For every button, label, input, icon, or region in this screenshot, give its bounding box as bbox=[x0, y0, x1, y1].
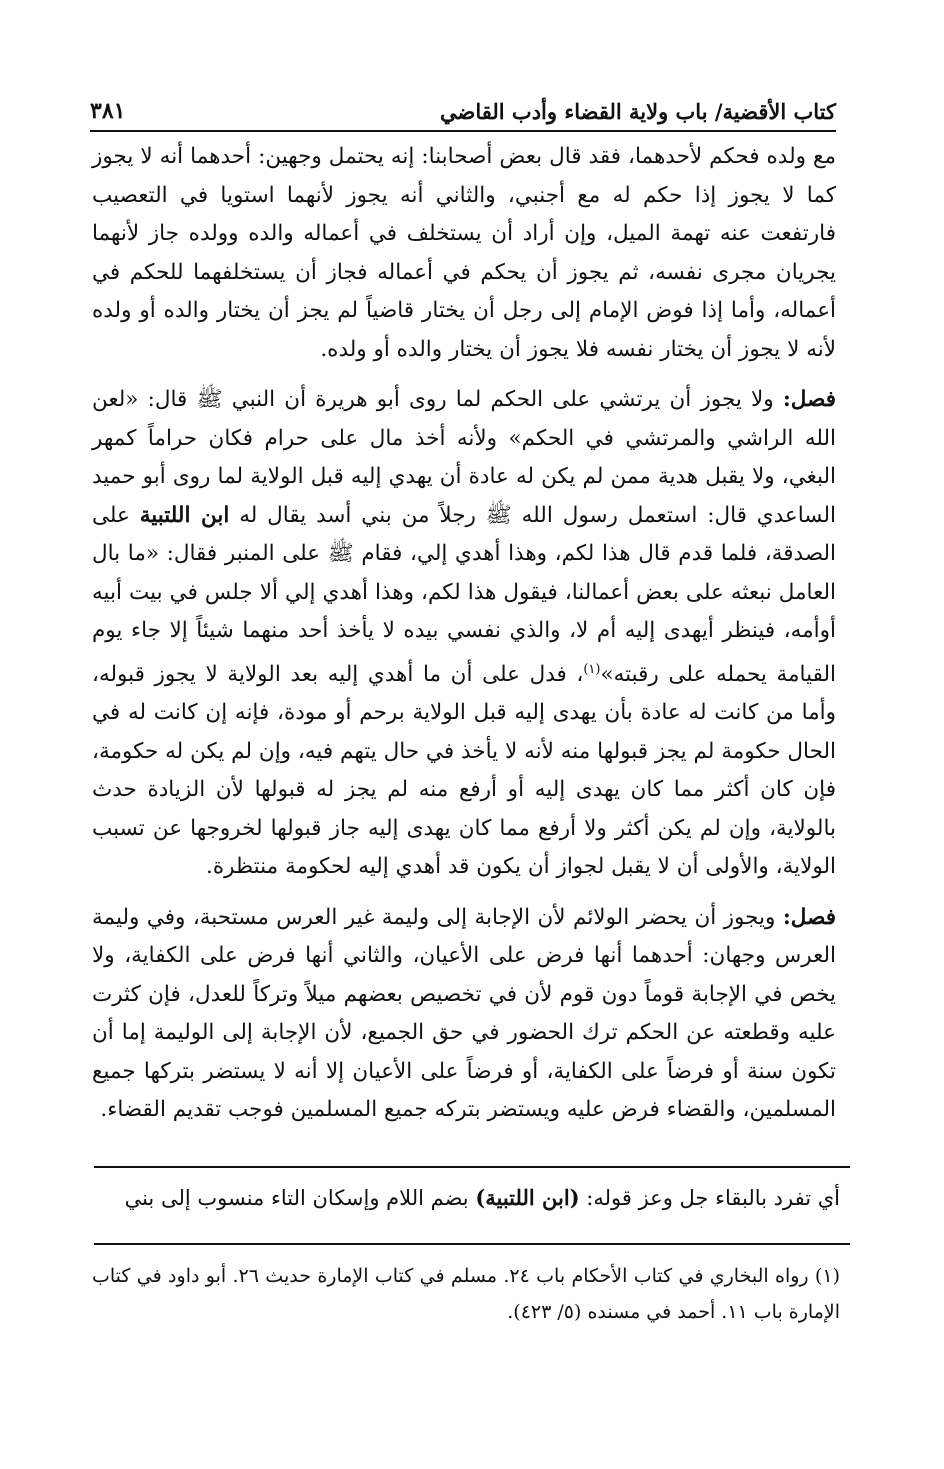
paragraph-1: مع ولده فحكم لأحدهما، فقد قال بعض أصحابنا: إنه يحتمل وجهين: أحدهما أنه لا يجوز كما لا يجوز إذا حكم له مع أجنبي، والثاني أنه يجوز لأنهما استويا في التعصيب فارتفعت عنه تهمة الميل، وإن أراد أن يستخلف في أعماله والده وولده جاز لأنهما يجريان مجرى نفسه، ثم يجوز أن يحكم في أعماله فجاز أن يستخلفهما للحكم في أعماله، وأما إذا فوض الإمام إلى رجل أن يختار قاضياً لم يجز أن يختار والده أو ولده لأنه لا يجوز أن يختار نفسه فلا يجوز أن يختار والده أو ولده. bbox=[92, 144, 836, 362]
paragraph-3-text: ويجوز أن يحضر الولائم لأن الإجابة إلى وليمة غير العرس مستحبة، وفي وليمة العرس وجهان: أحدهما أنها فرض على الأعيان، والثاني أنها فرض على الكفاية، ولا يخص في الإجابة قوماً دون قوم لأن في تخصيص بعضهم ميلاً وتركاً للعدل، فإن كثرت عليه وقطعته عن الحكم ترك الحضور في حق الجميع، لأن الإجابة إلى الوليمة إما أن تكون سنة أو فرضاً على الكفاية، أو فرضاً على الأعيان إلا أنه لا يستضر بتركها جميع المسلمين، والقضاء فرض عليه ويستضر بتركه جميع المسلمين فوجب تقديم القضاء. bbox=[92, 904, 836, 1123]
gloss-text-b: بضم اللام وإسكان التاء منسوب إلى بني bbox=[124, 1186, 476, 1210]
section-heading: فصل: bbox=[782, 904, 836, 930]
paragraph-2-text-c: ، فدل على أن ما أهدي إليه بعد الولاية لا يجوز قبوله، وأما من كانت له عادة بأن يهدى إليه قبل الولاية برحم أو مودة، فإنه إن كانت له في الحال حكومة لم يجز قبولها منه لأنه لا يأخذ في حال يتهم فيه، وإن لم يكن له حكومة، فإن كان أكثر مما كان يهدى إليه أو أرفع منه لم يجز له قبولها لأن الزيادة حدث بالولاية، وإن لم يكن أكثر ولا أرفع مما كان يهدى إليه جاز قبولها لخروجها عن تسبب الولاية، والأولى أن لا يقبل لجواز أن يكون قد أهدي إليه لحكومة منتظرة. bbox=[92, 661, 836, 880]
divider-line bbox=[94, 1166, 850, 1168]
gloss-name: (ابن اللتبية) bbox=[475, 1185, 580, 1210]
section-heading: فصل: bbox=[782, 387, 836, 412]
gloss-text-a: أي تفرد بالبقاء جل وعز قوله: bbox=[579, 1186, 840, 1210]
paragraph-3 bbox=[92, 899, 836, 1130]
running-header bbox=[90, 82, 836, 132]
paragraph-2-text-b: على الصدقة، فلما قدم قال هذا لكم، وهذا أهدي إلي، فقام ﷺ على المنبر فقال: «ما بال العامل نبعثه على بعض أعمالنا، فيقول هذا لكم، وهذا أهدي إلي ألا جلس في بيت أبيه أوأمه، فينظر أيهدى إليه أم لا، والذي نفسي بيده لا يأخذ أحد منهما شيئاً إلا جاء يوم القيامة يحمله على رقبته» bbox=[92, 502, 836, 687]
footnote: (١) رواه البخاري في كتاب الأحكام باب ٢٤. مسلم في كتاب الإمارة حديث ٢٦. أبو داود في كتاب الإمارة باب ١١. أحمد في مسنده (٥/ ٤٢٣). bbox=[92, 1265, 840, 1323]
page-number: ٣٨١ bbox=[90, 98, 126, 124]
divider-line bbox=[94, 1243, 850, 1245]
bold-name: ابن اللتبية bbox=[139, 502, 230, 528]
main-text bbox=[92, 138, 836, 1130]
footnote-reference[interactable]: (١) bbox=[583, 661, 601, 677]
paragraph-2-text-a: ولا يجوز أن يرتشي على الحكم لما روى أبو هريرة أن النبي ﷺ قال: «لعن الله الراشي والمرتشي في الحكم» ولأنه أخذ مال على حرام فكان حراماً كمهر البغي، ولا يقبل هدية ممن لم يكن له عادة أن يهدي إليه قبل الولاية لما روى أبو حميد الساعدي قال: استعمل رسول الله ﷺ رجلاً من بني أسد يقال له bbox=[92, 387, 837, 528]
chapter-title: كتاب الأقضية/ باب ولاية القضاء وأدب القاضي bbox=[440, 99, 836, 124]
gloss-note bbox=[92, 1180, 840, 1216]
paragraph-2 bbox=[92, 381, 836, 887]
